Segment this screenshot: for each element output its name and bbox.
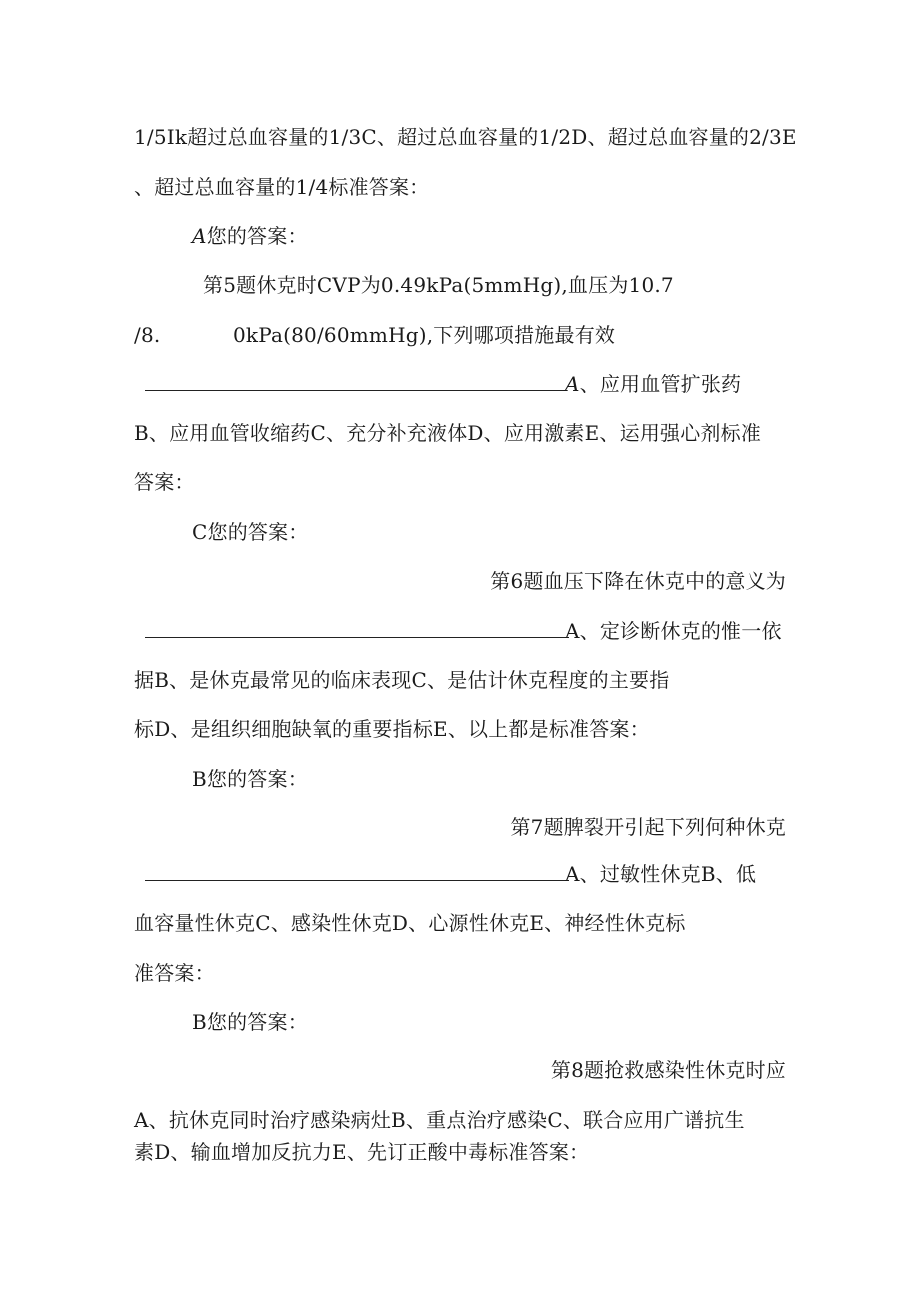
question-title: 第7题脾裂开引起下列何种休克	[510, 815, 786, 839]
options-line: 据B、是休克最常见的临床表现C、是估计休克程度的主要指	[134, 668, 670, 692]
answer-line: B您的答案：	[192, 767, 308, 791]
option-text: 、应用血管扩张药	[579, 372, 742, 396]
option-line	[145, 618, 782, 644]
answer-blank	[145, 619, 565, 638]
text-line: 准答案：	[134, 961, 215, 985]
text-fragment: /8.	[134, 323, 161, 347]
options-line: A、抗休克同时治疗感染病灶B、重点治疗感染C、联合应用广谱抗生	[134, 1108, 745, 1132]
answer-line	[192, 223, 308, 249]
text-line: 0kPa(80/60mmHg),下列哪项措施最有效	[233, 323, 616, 347]
answer-label: 您的答案：	[206, 224, 308, 248]
options-line: 素D、输血增加反抗力E、先订正酸中毒标准答案：	[134, 1140, 590, 1164]
text-line: 、超过总血容量的1/4标准答案：	[134, 175, 430, 199]
answer-line: C您的答案：	[192, 520, 309, 544]
text-line: 答案：	[134, 470, 195, 494]
text-line: 1/5Ik超过总血容量的1/3C、超过总血容量的1/2D、超过总血容量的2/3E	[134, 125, 797, 149]
option-line	[145, 371, 741, 397]
question-title: 第8题抢救感染性休克时应	[550, 1058, 786, 1082]
answer-line: B您的答案：	[192, 1010, 308, 1034]
options-line: 标D、是组织细胞缺氧的重要指标E、以上都是标准答案：	[134, 717, 650, 741]
option-text: A、定诊断休克的惟一依	[565, 619, 782, 643]
answer-blank	[145, 862, 565, 881]
options-line: 血容量性休克C、感染性休克D、心源性休克E、神经性休克标	[134, 911, 686, 935]
options-line: B、应用血管收缩药C、充分补充液体D、应用激素E、运用强心剂标准	[134, 421, 762, 445]
option-text: A、过敏性休克B、低	[565, 862, 757, 886]
question-title: 第6题血压下降在休克中的意义为	[490, 569, 786, 593]
option-letter: A	[565, 372, 580, 396]
option-line	[145, 861, 756, 887]
question-title: 第5题休克时CVP为0.49kPa(5mmHg),血压为10.7	[203, 273, 674, 297]
answer-letter: A	[192, 224, 207, 248]
answer-blank	[145, 372, 565, 391]
text-line	[134, 322, 160, 348]
